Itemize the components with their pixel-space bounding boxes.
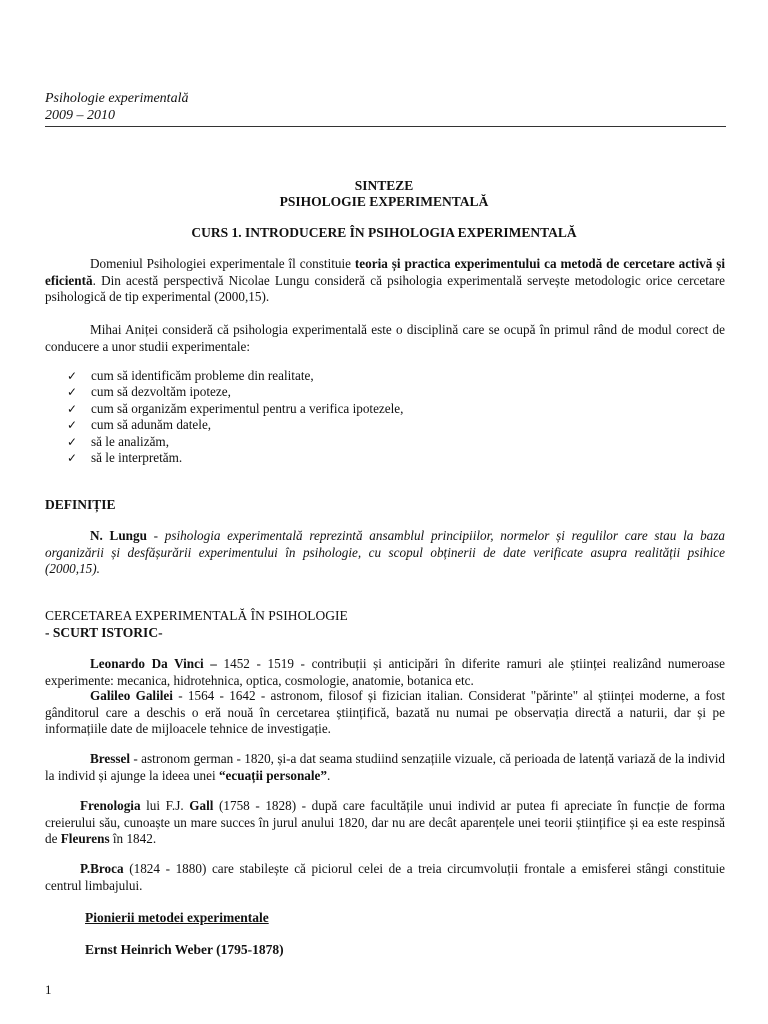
check-icon: ✓ [67,385,78,400]
heading-definitie: DEFINIȚIE [45,497,116,512]
check-icon: ✓ [67,418,78,433]
page-number: 1 [45,982,52,997]
paragraph-galilei: Galileo Galilei - 1564 - 1642 - astronom, filosof și fizician italian. Considerat "părinte" al științei moderne, a fost gânditorul care a deschis o eră nouă în cercetarea științifică, bazată nu numai pe observația directă a naturii, dar și pe informațiile date de mijloacele tehnice de investigație. [45,688,725,737]
paragraph-bressel: Bressel - astronom german - 1820, și-a dat seama studiind senzațiile vizuale, că perioada de latență variază de la individ la individ și ajunge la ideea unei “ecuații personale”. [45,751,725,783]
paragraph-definitie: N. Lungu - psihologia experimentală reprezintă ansamblul principiilor, normelor și regulilor care stau la baza organizării și desfășurării experimentului în psihologie, cu scopul obținerii de date verificate asupra realității psihice (2000,15). [45,528,725,577]
intro-bold: teoria și practica experimentului ca metodă de cercetare activă și eficientă [45,256,725,288]
intro-text-a: Domeniul Psihologiei experimentale îl constituie [90,256,355,271]
title-psihologie: PSIHOLOGIE EXPERIMENTALĂ [279,194,489,209]
bullet-list [67,368,403,466]
list-item: ✓ cum să organizăm experimentul pentru a verifica ipotezele, [67,400,404,416]
heading-istoric-line1: CERCETAREA EXPERIMENTALĂ ÎN PSIHOLOGIE [45,608,348,623]
title-sinteze: SINTEZE [354,178,414,193]
list-item: ✓ cum să adunăm datele, [67,417,212,433]
check-icon: ✓ [67,434,78,449]
header-course-title: Psihologie experimentală [45,91,189,106]
heading-istoric [45,607,348,641]
list-item: ✓ cum să dezvoltăm ipoteze, [67,384,231,400]
list-item: ✓ cum să identificăm probleme din realitate, [67,368,314,383]
paragraph-anitei: Mihai Aniței consideră că psihologia experimentală este o disciplină care se ocupă în primul rând de modul corect de conducere a unor studii experimentale: [45,322,725,354]
paragraph-frenologia: Frenologia lui F.J. Gall (1758 - 1828) - după care facultățile unui individ ar putea fi apreciate în funcție de forma creierului său, cunoaște un mare succes în jurul anului 1820, dar nu are decât aparențele unei teorii științifice și ea este respinsă de Fleurens în 1842. [45,798,725,847]
paragraph-davinci: Leonardo Da Vinci – 1452 - 1519 - contribuții și anticipări în diferite ramuri ale științei realizând numeroase experimente: mecanica, hidrotehnica, optica, cosmologie, anatomie, botanica etc. [45,656,725,688]
list-item: ✓ să le analizăm, [67,433,169,449]
running-header [45,90,188,124]
check-icon: ✓ [67,451,78,466]
list-item: ✓ să le interpretăm. [67,450,183,466]
intro-text-c: . Din acestă perspectivă Nicolae Lungu consideră că psihologia experimentală servește metodologic orice cercetare psihologică de tip experimental (2000,15). [45,272,725,305]
heading-istoric-line2: - SCURT ISTORIC- [45,625,163,640]
heading-pionierii: Pionierii metodei experimentale [85,910,269,925]
header-rule [45,126,726,127]
title-curs: CURS 1. INTRODUCERE ÎN PSIHOLOGIA EXPERIMENTALĂ [191,225,577,240]
definitie-author: N. Lungu [90,528,147,543]
check-icon: ✓ [67,401,78,416]
heading-weber: Ernst Heinrich Weber (1795-1878) [85,942,284,957]
check-icon: ✓ [67,369,78,383]
definitie-text: psihologia experimentală reprezintă ansamblul principiilor, normelor și regulilor care stau la baza organizării și desfășurării experimentului în psihologie, cu scopul obținerii de date verificate asupra realității psihice (2000,15). [45,528,725,577]
header-year: 2009 – 2010 [45,108,115,123]
paragraph-broca: P.Broca (1824 - 1880) care stabilește că piciorul celei de a treia circumvoluții frontale a emisferei stângi constituie centrul limbajului. [45,861,725,893]
paragraph-intro [45,256,725,306]
